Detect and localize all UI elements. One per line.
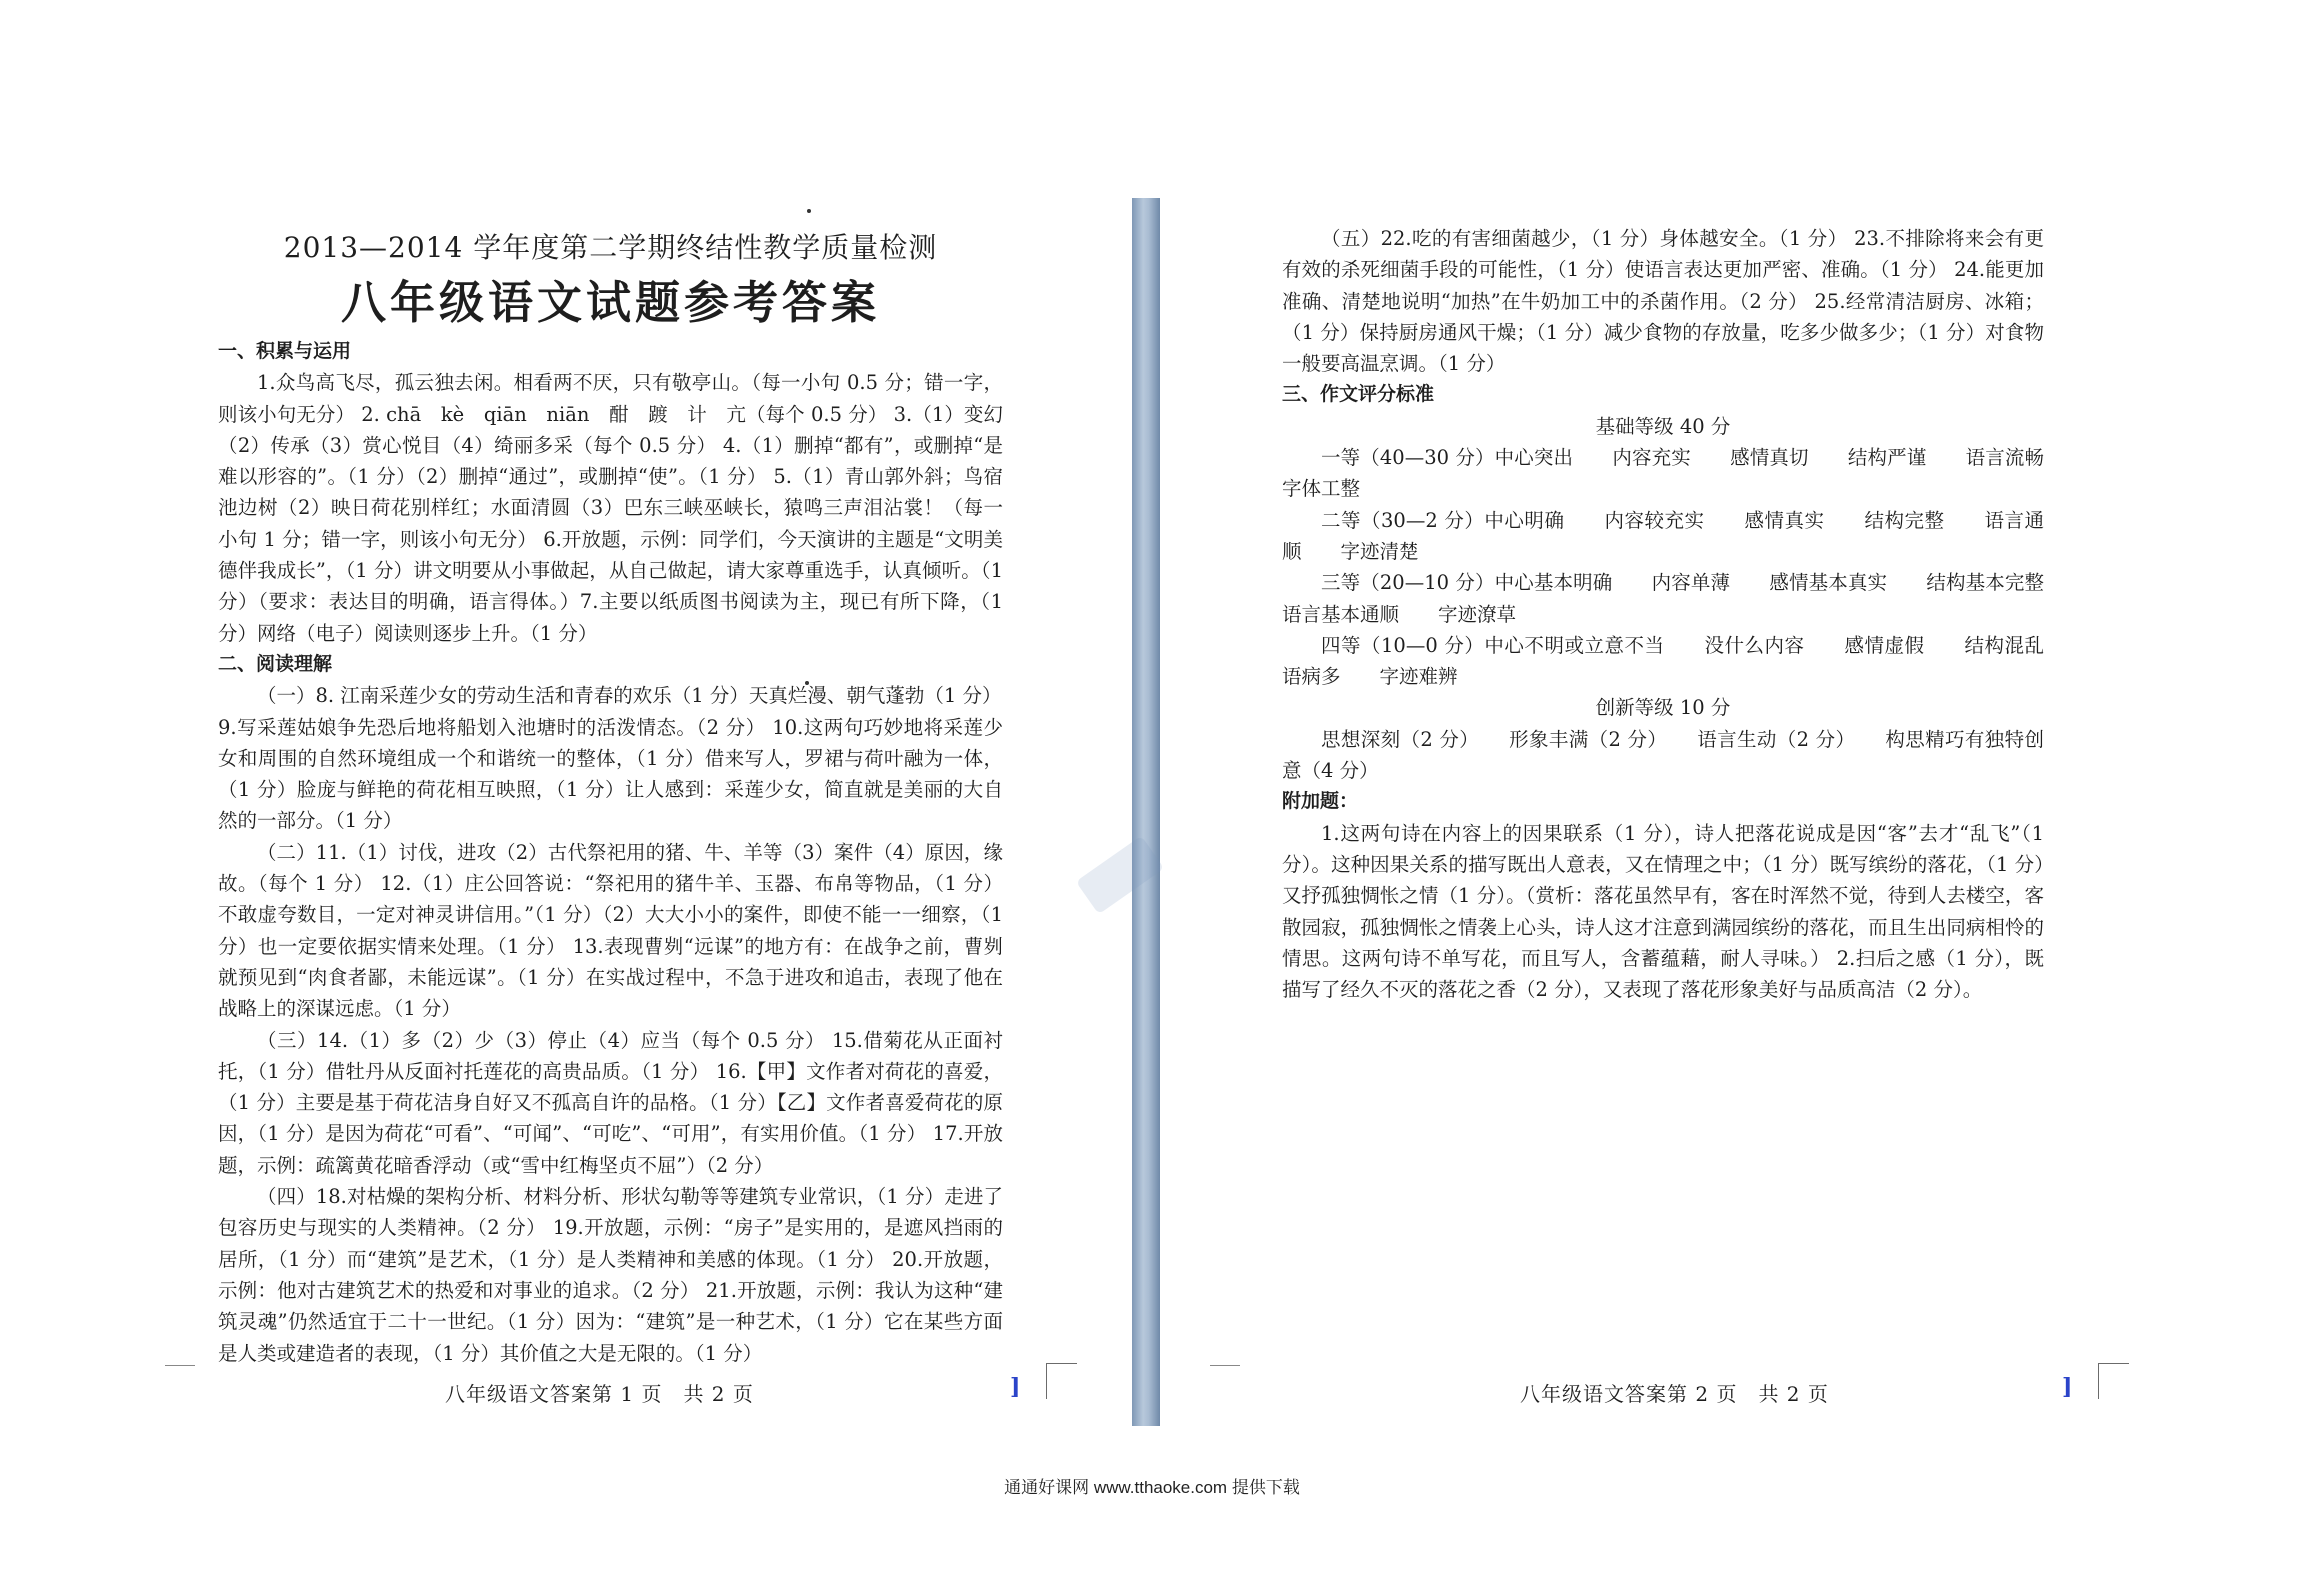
reading-part-4: （四）18.对枯燥的架构分析、材料分析、形状勾勒等等建筑专业常识，（1 分）走进了包容历史与现实的人类精神。（2 分） 19.开放题，示例：“房子”是实用的，是遮风挡雨的居所，（1 分）而“建筑”是艺术，（1 分）是人类精神和美感的体现。（1 分） 20.开放题，示例：他对古建筑艺术的热爱和对事业的追求。（2 分） 21.开放题，示例：我认为这种“建筑灵魂”仍然适宜于二十一世纪。（1 分）因为：“建筑”是一种艺术，（1 分）它在某些方面是人类或建造者的表现，（1 分）其价值之大是无限的。（1 分） bbox=[218, 1185, 1003, 1365]
grade-1-criteria: 一等（40—30 分）中心突出 内容充实 感情真切 结构严谨 语言流畅 字体工整 bbox=[1282, 446, 2084, 501]
right-answer-page bbox=[1282, 223, 2084, 1463]
creative-criteria: 思想深刻（2 分） 形象丰满（2 分） 语言生动（2 分） 构思精巧有独特创意（4 分） bbox=[1282, 727, 2044, 783]
left-answer-page bbox=[218, 190, 1003, 1430]
crop-mark bbox=[1046, 1363, 1077, 1399]
extra-question-title: 附加题： bbox=[1282, 790, 1359, 813]
crop-mark bbox=[2098, 1363, 2129, 1399]
reading-part-5: （五）22.吃的有害细菌越少，（1 分）身体越安全。（1 分） 23.不排除将来会有更有效的杀死细菌手段的可能性，（1 分）使语言表达更加严密、准确。（1 分） 24.能更加准确、清楚地说明“加热”在牛奶加工中的杀菌作用。（2 分） 25.经常清洁厨房、冰箱；（1 分）保持厨房通风干燥；（1 分）减少食物的存放量，吃多少做多少；（1 分）对食物一般要高温烹调。（1 分） bbox=[1282, 227, 2044, 376]
right-page-footer: 八年级语文答案第 2 页 共 2 页 bbox=[1520, 1382, 1829, 1406]
grade-4-criteria: 四等（10—0 分）中心不明或立意不当 没什么内容 感情虚假 结构混乱 语病多 字迹难辨 bbox=[1282, 633, 2084, 689]
bookmark-icon: ] bbox=[1010, 1374, 1021, 1400]
basic-grade-title: 基础等级 40 分 bbox=[1595, 414, 1731, 438]
section-3-title: 三、作文评分标准 bbox=[1282, 383, 1435, 406]
crop-mark bbox=[165, 1365, 195, 1366]
reading-part-1-cont: 9.写采莲姑娘争先恐后地将船划入池塘时的活泼情态。（2 分） 10.这两句巧妙地将采莲少女和周围的自然环境组成一个和谐统一的整体，（1 分）借来写人，罗裙与荷叶融为一体，（1 分）脸庞与鲜艳的荷花相互映照，（1 分）让人感到：采莲少女，简直就是美丽的大自然的一部分。（1 分） bbox=[218, 715, 1003, 833]
reading-part-1: （一）8. 江南采莲少女的劳动生活和青春的欢乐（1 分）天真烂漫、朝气蓬勃（1 分） bbox=[257, 684, 1002, 708]
reading-part-3: （三）14.（1）多（2）少（3）停止（4）应当（每个 0.5 分） 15.借菊花从正面衬托，（1 分）借牡丹从反面衬托莲花的高贵品质。（1 分） 16.【甲】文作者对荷花的喜爱，（1 分）主要是基于荷花洁身自好又不孤高自许的品格。（1 分）【乙】文作者喜爱荷花的原因，（1 分）是因为荷花“可看”、“可闻”、“可吃”、“可用”，有实用价值。（1 分） 17.开放题，示例：疏篱黄花暗香浮动（或“雪中红梅坚贞不屈”）（2 分） bbox=[218, 1028, 1003, 1177]
reading-part-2: （二）11.（1）讨伐，进攻（2）古代祭祀用的猪、牛、羊等（3）案件（4）原因，缘故。（每个 1 分） 12.（1）庄公回答说：“祭祀用的猪牛羊、玉器、布帛等物品，（1 分）不敢虚夸数目，一定对神灵讲信用。”（1 分）（2）大大小小的案件，即使不能一一细察，（1 分）也一定要依据实情来处理。（1 分） 13.表现曹刿“远谋”的地方有：在战争之前，曹刿就预见到“肉食者鄙，未能远谋”。（1 分）在实战过程中，不急于进攻和追击，表现了他在战略上的深谋远虑。（1 分） bbox=[218, 840, 1003, 1021]
extra-question-answer: 1.这两句诗在内容上的因果联系（1 分），诗人把落花说成是因“客”去才“乱飞”（1 分）。这种因果关系的描写既出人意表，又在情理之中；（1 分）既写缤纷的落花，（1 分）又抒孤独惆怅之情（1 分）。（赏析：落花虽然早有，客在时浑然不觉，待到人去楼空，客散园寂，孤独惆怅之情袭上心头，诗人这才注意到满园缤纷的落花，而且生出同病相怜的情思。这两句诗不单写花，而且写人，含蓄蕴藉，耐人寻味。） 2.扫后之感（1 分），既描写了经久不灭的落花之香（2 分），又表现了落花形象美好与品质高洁（2 分）。 bbox=[1282, 821, 2044, 1002]
grade-2-criteria: 二等（30—2 分）中心明确 内容较充实 感情真实 结构完整 语言通顺 字迹清楚 bbox=[1282, 508, 2044, 563]
exam-title: 2013—2014 学年度第二学期终结性教学质量检测 bbox=[283, 231, 938, 264]
section-2-title: 二、阅读理解 bbox=[218, 652, 333, 675]
crop-mark bbox=[1210, 1365, 1240, 1366]
left-page-footer: 八年级语文答案第 1 页 共 2 页 bbox=[445, 1382, 754, 1406]
download-credit: 通通好课网 www.tthaoke.com 提供下载 bbox=[1004, 1478, 1300, 1497]
section-1-answers: 1.众鸟高飞尽，孤云独去闲。相看两不厌，只有敬亭山。（每一小句 0.5 分；错一字，则该小句无分） 2. chā kè qiān niān 酣 踱 计 亢（每个 0.5 分） 3.（1）变幻（2）传承（3）赏心悦目（4）绮丽多采（每个 0.5 分） 4.（1）删掉“都有”，或删掉“是难以形容的”。（1 分）（2）删掉“通过”，或删掉“使”。（1 分） 5.（1）青山郭外斜；鸟宿池边树（2）映日荷花别样红；水面清圆（3）巴东三峡巫峡长，猿鸣三声泪沾裳！（每一小句 1 分；错一字，则该小句无分） 6.开放题，示例：同学们，今天演讲的主题是“文明美德伴我成长”，（1 分）讲文明要从小事做起，从自己做起，请大家尊重选手，认真倾听。（1 分）（要求：表达目的明确，语言得体。）7.主要以纸质图书阅读为主，现已有所下降，（1 分）网络（电子）阅读则逐步上升。（1 分） bbox=[218, 371, 1003, 645]
section-1-title: 一、积累与运用 bbox=[218, 340, 352, 362]
answer-key-title: 八年级语文试题参考答案 bbox=[340, 276, 880, 329]
creative-grade-title: 创新等级 10 分 bbox=[1595, 696, 1731, 720]
book-spine bbox=[1132, 198, 1160, 1426]
grade-3-criteria: 三等（20—10 分）中心基本明确 内容单薄 感情基本真实 结构基本完整 语言基本通顺 字迹潦草 bbox=[1282, 571, 2084, 626]
bookmark-icon: ] bbox=[2062, 1374, 2073, 1400]
